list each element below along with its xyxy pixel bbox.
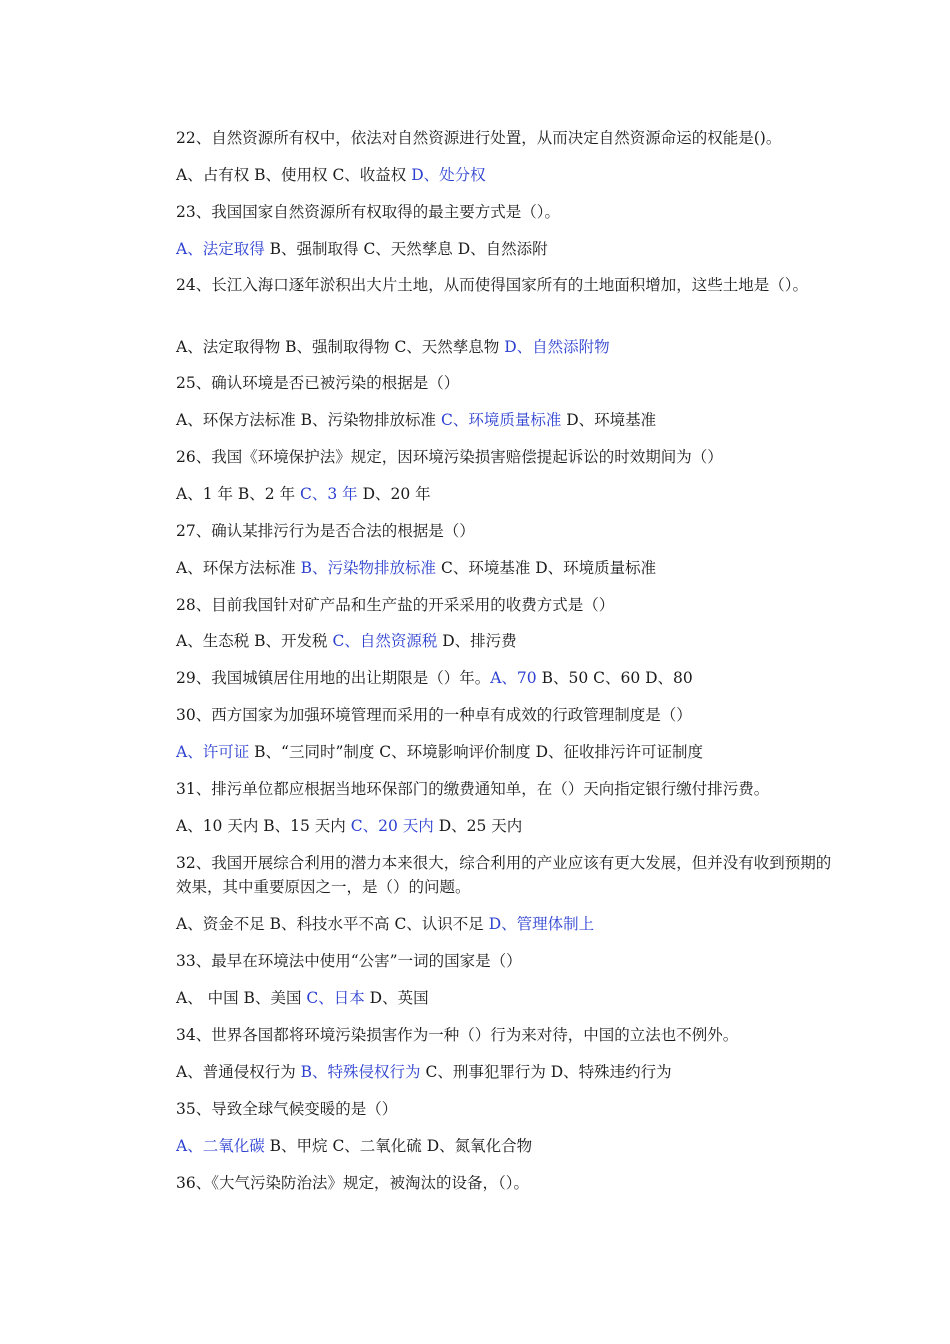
text-segment: 30、西方国家为加强环境管理而采用的一种卓有成效的行政管理制度是（）	[176, 706, 692, 724]
question-35	[148, 1098, 846, 1120]
text-segment: 24、长江入海口逐年淤积出大片土地，从而使得国家所有的土地面积增加，这些土地是（）。	[176, 276, 808, 294]
text-segment: A、普通侵权行为	[176, 1063, 301, 1081]
question-30	[148, 704, 846, 726]
correct-answer: D、处分权	[411, 166, 486, 184]
options-24	[148, 336, 846, 358]
options-33	[148, 987, 846, 1009]
text-segment: C、刑事犯罪行为 D、特殊违约行为	[420, 1063, 672, 1081]
text-segment: 35、导致全球气候变暖的是（）	[176, 1100, 398, 1118]
text-segment: A、生态税 B、开发税	[176, 632, 333, 650]
correct-answer: A、许可证	[176, 743, 250, 761]
text-segment: A、环保方法标准 B、污染物排放标准	[176, 411, 441, 429]
correct-answer: D、管理体制上	[488, 915, 595, 933]
text-segment: A、10 天内 B、15 天内	[176, 817, 351, 835]
options-22	[148, 164, 846, 186]
question-29	[148, 667, 846, 689]
correct-answer: A、70	[490, 669, 537, 687]
text-segment: A、1 年 B、2 年	[176, 485, 301, 503]
question-24	[148, 273, 846, 297]
text-segment: D、环境基准	[561, 411, 657, 429]
text-segment: 23、我国国家自然资源所有权取得的最主要方式是（）。	[176, 203, 560, 221]
options-30	[148, 741, 846, 763]
text-segment: C、环境基准 D、环境质量标准	[436, 559, 657, 577]
options-26	[148, 483, 846, 505]
text-segment: A、占有权 B、使用权 C、收益权	[176, 166, 412, 184]
question-27	[148, 520, 846, 542]
options-27	[148, 557, 846, 579]
text-segment: 27、确认某排污行为是否合法的根据是（）	[176, 522, 475, 540]
text-segment: 34、世界各国都将环境污染损害作为一种（）行为来对待，中国的立法也不例外。	[176, 1026, 739, 1044]
correct-answer: A、二氧化碳	[176, 1137, 265, 1155]
question-25	[148, 372, 846, 394]
text-segment: 25、确认环境是否已被污染的根据是（）	[176, 374, 460, 392]
correct-answer: C、20 天内	[350, 817, 434, 835]
options-32	[148, 913, 846, 935]
options-23	[148, 238, 846, 260]
text-segment: 33、最早在环境法中使用“公害”一词的国家是（）	[176, 952, 522, 970]
text-segment: A、 中国 B、美国	[176, 989, 307, 1007]
correct-answer: B、特殊侵权行为	[300, 1063, 421, 1081]
text-segment: B、“三同时”制度 C、环境影响评价制度 D、征收排污许可证制度	[249, 743, 704, 761]
text-segment: 26、我国《环境保护法》规定，因环境污染损害赔偿提起诉讼的时效期间为（）	[176, 448, 723, 466]
options-31	[148, 815, 846, 837]
text-segment: A、法定取得物 B、强制取得物 C、天然孳息物	[176, 338, 505, 356]
text-segment: D、排污费	[437, 632, 517, 650]
correct-answer: C、日本	[306, 989, 365, 1007]
question-32	[148, 851, 846, 899]
text-segment: B、甲烷 C、二氧化硫 D、氮氧化合物	[264, 1137, 533, 1155]
options-35	[148, 1135, 846, 1157]
text-segment: B、强制取得 C、天然孳息 D、自然添附	[264, 240, 548, 258]
question-26	[148, 446, 846, 468]
question-34	[148, 1024, 846, 1046]
text-segment: 36、《大气污染防治法》规定，被淘汰的设备，（）。	[176, 1174, 529, 1192]
text-segment: 28、目前我国针对矿产品和生产盐的开采采用的收费方式是（）	[176, 596, 615, 614]
question-36	[148, 1172, 846, 1194]
text-segment: B、50 C、60 D、80	[536, 669, 693, 687]
correct-answer: C、3 年	[300, 485, 358, 503]
options-34	[148, 1061, 846, 1083]
question-23	[148, 201, 846, 223]
text-segment: D、英国	[364, 989, 429, 1007]
question-31	[148, 778, 846, 800]
text-segment: 29、我国城镇居住用地的出让期限是（）年。	[176, 669, 491, 687]
text-segment: 22、自然资源所有权中，依法对自然资源进行处置，从而决定自然资源命运的权能是()。	[176, 129, 782, 147]
text-segment: 32、我国开展综合利用的潜力本来很大，综合利用的产业应该有更大发展，但并没有收到预期的效果，其中重要原因之一，是（）的问题。	[176, 854, 832, 896]
text-segment: A、环保方法标准	[176, 559, 301, 577]
correct-answer: A、法定取得	[176, 240, 265, 258]
text-segment: D、20 年	[357, 485, 431, 503]
correct-answer: C、环境质量标准	[440, 411, 562, 429]
question-22	[148, 127, 846, 149]
correct-answer: C、自然资源税	[332, 632, 438, 650]
question-28	[148, 594, 846, 616]
text-segment: A、资金不足 B、科技水平不高 C、认识不足	[176, 915, 489, 933]
text-segment: D、25 天内	[433, 817, 523, 835]
question-33	[148, 950, 846, 972]
text-segment: 31、排污单位都应根据当地环保部门的缴费通知单，在（）天向指定银行缴付排污费。	[176, 780, 770, 798]
options-25	[148, 409, 846, 431]
correct-answer: B、污染物排放标准	[300, 559, 437, 577]
options-28	[148, 630, 846, 652]
correct-answer: D、自然添附物	[504, 338, 610, 356]
